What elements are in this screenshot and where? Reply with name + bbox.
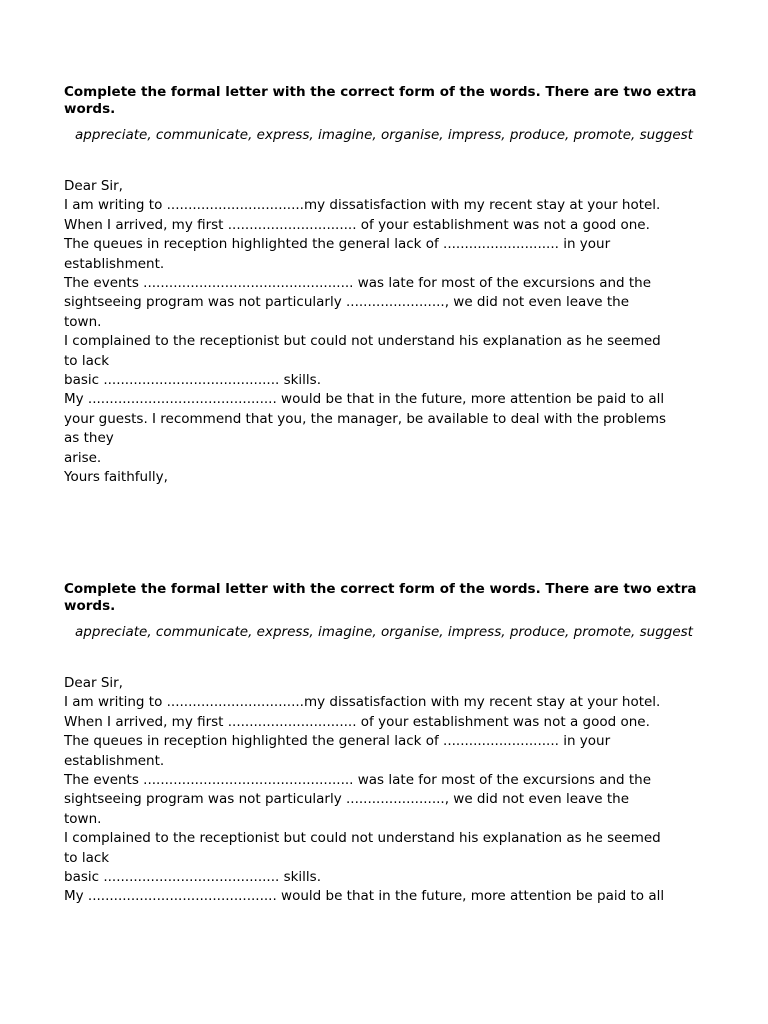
word-bank: appreciate, communicate, express, imagine, organise, impress, produce, promote, suggest bbox=[75, 624, 693, 640]
letter-line: arise. bbox=[64, 449, 102, 466]
letter-line: town. bbox=[64, 810, 102, 827]
letter-line: The events ................................................. was late for most of the excursions and the bbox=[64, 275, 652, 292]
letter-line: sightseeing program was not particularly ......................., we did not even leave the bbox=[64, 294, 630, 311]
letter-line: I complained to the receptionist but could not understand his explanation as he seemed bbox=[64, 830, 661, 847]
exercise-section-1 bbox=[64, 84, 704, 488]
word-bank: appreciate, communicate, express, imagine, organise, impress, produce, promote, suggest bbox=[75, 127, 693, 143]
exercise-heading: Complete the formal letter with the correct form of the words. There are two extra words. bbox=[64, 581, 697, 614]
letter-line: The queues in reception highlighted the general lack of ........................... in your bbox=[64, 236, 611, 253]
letter-line: basic ......................................... skills. bbox=[64, 372, 322, 389]
letter-line: My ............................................ would be that in the future, more attention be paid to all bbox=[64, 888, 665, 905]
letter-line: Dear Sir, bbox=[64, 178, 123, 194]
letter-body bbox=[64, 674, 704, 907]
letter-line: town. bbox=[64, 313, 102, 330]
letter-line: I complained to the receptionist but could not understand his explanation as he seemed bbox=[64, 333, 661, 350]
letter-line: I am writing to ................................my dissatisfaction with my recent stay at your hotel. bbox=[64, 197, 661, 214]
letter-line: establishment. bbox=[64, 255, 165, 272]
letter-line: When I arrived, my first .............................. of your establishment was not a good one. bbox=[64, 713, 650, 730]
letter-line: sightseeing program was not particularly ......................., we did not even leave the bbox=[64, 791, 630, 808]
letter-line: basic ......................................... skills. bbox=[64, 869, 322, 886]
letter-line: to lack bbox=[64, 352, 110, 369]
letter-line: establishment. bbox=[64, 752, 165, 769]
letter-line: Dear Sir, bbox=[64, 675, 123, 691]
letter-line: The events ................................................. was late for most of the excursions and the bbox=[64, 772, 652, 789]
letter-line: to lack bbox=[64, 849, 110, 866]
letter-line: My ............................................ would be that in the future, more attention be paid to all bbox=[64, 391, 665, 408]
exercise-heading: Complete the formal letter with the correct form of the words. There are two extra words. bbox=[64, 84, 697, 117]
exercise-section-2 bbox=[64, 581, 704, 907]
letter-line: I am writing to ................................my dissatisfaction with my recent stay at your hotel. bbox=[64, 694, 661, 711]
letter-line: your guests. I recommend that you, the manager, be available to deal with the problems bbox=[64, 410, 667, 427]
letter-line: Yours faithfully, bbox=[64, 469, 168, 486]
letter-line: The queues in reception highlighted the general lack of ........................... in your bbox=[64, 733, 611, 750]
letter-line: When I arrived, my first .............................. of your establishment was not a good one. bbox=[64, 216, 650, 233]
letter-line: as they bbox=[64, 430, 114, 447]
letter-body bbox=[64, 177, 704, 488]
